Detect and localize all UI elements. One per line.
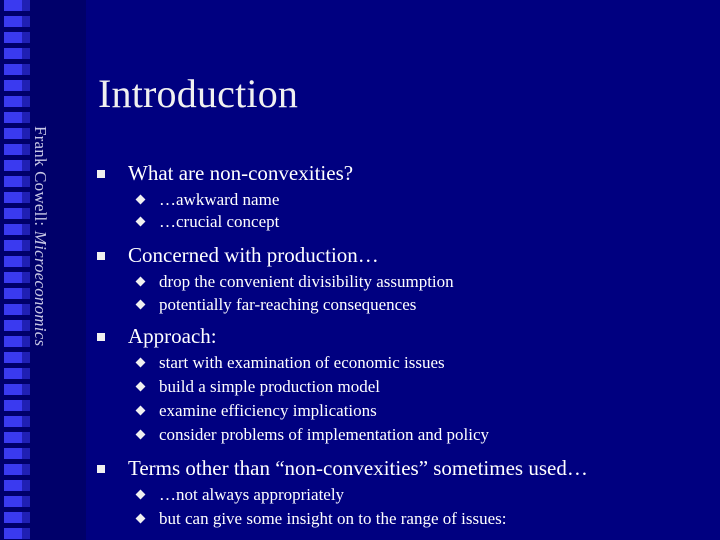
sub-bullet-text: potentially far-reaching consequences (159, 295, 417, 314)
sub-bullet-item (159, 377, 380, 397)
bullet-item (128, 456, 588, 481)
vertical-side-title (30, 126, 50, 346)
sub-bullet-item (159, 485, 344, 505)
decorative-squares-secondary (22, 0, 30, 540)
bullet-text: Approach: (128, 324, 217, 348)
sub-bullet-text: consider problems of implementation and policy (159, 425, 490, 444)
square-bullet-icon (97, 465, 105, 473)
sub-bullet-item (159, 425, 489, 445)
sub-bullet-item (159, 190, 279, 210)
bullet-text: What are non-convexities? (128, 161, 354, 185)
diamond-bullet-icon (136, 277, 146, 287)
sub-bullet-item (159, 401, 377, 421)
bullet-item (128, 243, 379, 268)
bullet-item (128, 324, 217, 349)
square-bullet-icon (97, 252, 105, 260)
bullet-text: Concerned with production… (128, 243, 379, 267)
sub-bullet-item (159, 353, 445, 373)
square-bullet-icon (97, 333, 105, 341)
sub-bullet-text: …awkward name (159, 190, 280, 209)
diamond-bullet-icon (136, 430, 146, 440)
course-label: Microeconomics (31, 230, 50, 347)
bullet-item (128, 161, 353, 186)
sub-bullet-text: …not always appropriately (159, 485, 345, 504)
sub-bullet-item (159, 212, 279, 232)
diamond-bullet-icon (136, 358, 146, 368)
decorative-squares (4, 0, 22, 540)
sub-bullet-text: start with examination of economic issues (159, 353, 445, 372)
slide-title: Introduction (98, 71, 299, 116)
sub-bullet-text: build a simple production model (159, 377, 380, 396)
author-label: Frank Cowell: (31, 126, 50, 227)
sub-bullet-item (159, 509, 507, 529)
sub-bullet-item (159, 295, 416, 315)
sidebar (0, 0, 86, 540)
bullet-text: Terms other than “non-convexities” sometimes used… (128, 456, 588, 480)
sub-bullet-text: …crucial concept (159, 212, 280, 231)
diamond-bullet-icon (136, 195, 146, 205)
diamond-bullet-icon (136, 217, 146, 227)
sub-bullet-text: but can give some insight on to the range of issues: (159, 509, 507, 528)
sub-bullet-item (159, 272, 454, 292)
diamond-bullet-icon (136, 382, 146, 392)
sub-bullet-text: examine efficiency implications (159, 401, 377, 420)
diamond-bullet-icon (136, 300, 146, 310)
sub-bullet-text: drop the convenient divisibility assumption (159, 272, 454, 291)
square-bullet-icon (97, 170, 105, 178)
diamond-bullet-icon (136, 490, 146, 500)
diamond-bullet-icon (136, 514, 146, 524)
diamond-bullet-icon (136, 406, 146, 416)
